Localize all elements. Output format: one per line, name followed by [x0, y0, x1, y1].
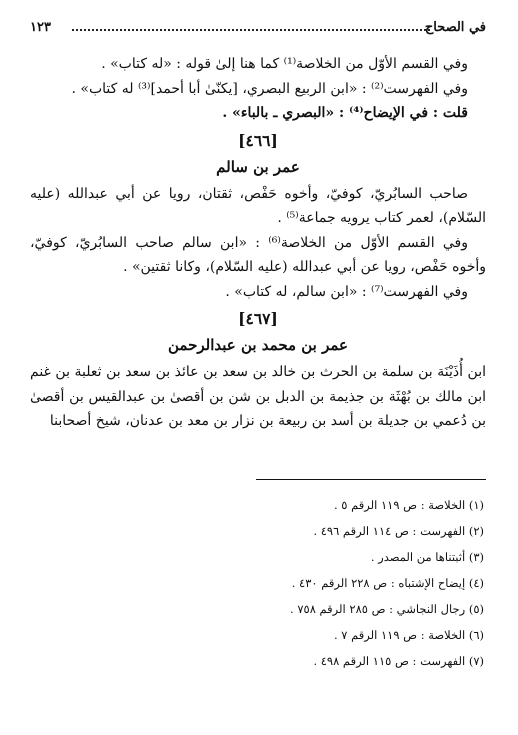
header-dot-leader	[72, 18, 430, 31]
footnote-4: (٤) إيضاح الإشتباه : ص ٢٢٨ الرقم ٤٣٠ .	[291, 576, 484, 590]
footnote-separator	[256, 479, 486, 480]
entry-465-line-1: وفي القسم الأوّل من الخلاصة⁽¹⁾ كما هنا إلىٰ قوله : «له كتاب» .	[101, 56, 468, 72]
footnote-1: (١) الخلاصة : ص ١١٩ الرقم ٥ .	[333, 498, 484, 512]
entry-466-heading: عمر بن سالم	[216, 157, 300, 176]
footnote-5: (٥) رجال النجاشي : ص ٢٨٥ الرقم ٧٥٨ .	[290, 602, 484, 616]
entry-467-number: [٤٦٧]	[238, 309, 278, 328]
entry-465-line-3: قلت : في الإيضاح⁽⁴⁾ : «البصري ـ بالباء» .	[222, 105, 468, 121]
footnote-6: (٦) الخلاصة : ص ١١٩ الرقم ٧ .	[333, 628, 484, 642]
running-header	[30, 18, 486, 40]
footnotes	[30, 492, 486, 674]
entry-467-heading: عمر بن محمد بن عبدالرحمن	[168, 336, 348, 354]
entry-465-line-2: وفي الفهرست⁽²⁾ : «ابن الربيع البصري، [يكنّىٰ أبا أحمد]⁽³⁾ له كتاب» .	[71, 80, 468, 97]
footnote-3: (٣) أثبتناها من المصدر .	[370, 550, 484, 564]
footnote-2: (٢) الفهرست : ص ١١٤ الرقم ٤٩٦ .	[313, 524, 484, 538]
entry-466-paragraph-1: صاحب السابُريّ، كوفيّ، وأخوه حَفْص، ثقتان، رويا عن أبي عبدالله (عليه السّلام)، لعمر كتاب يرويه جماعة⁽⁵⁾ .	[30, 185, 486, 226]
entry-466-paragraph-3: وفي الفهرست⁽⁷⁾ : «ابن سالم، له كتاب» .	[225, 283, 468, 300]
page-number: ١٢٣	[30, 20, 51, 35]
main-text	[30, 52, 486, 434]
entry-467-paragraph-1: ابن أُذَيْنَة بن سلمة بن الحرث بن خالد بن سعد بن عائذ بن سعد بن ثعلبة بن غنم ابن مالك بن بُهْثَة بن جذيمة بن الدبل بن شن بن أقصىٰ بن عبدالقيس بن أقصىٰ بن دُعمي بن جديلة بن أسد بن ربيعة بن نزار بن معد بن عدنان، شيخ أصحابنا	[30, 364, 486, 429]
footnote-7: (٧) الفهرست : ص ١١٥ الرقم ٤٩٨ .	[313, 654, 484, 668]
entry-466-paragraph-2: وفي القسم الأوّل من الخلاصة⁽⁶⁾ : «ابن سالم صاحب السابُريّ، كوفيّ، وأخوه حَفْص، رويا عن أبي عبدالله (عليه السّلام)، وكانا ثقتين» .	[30, 234, 486, 275]
entry-466-number: [٤٦٦]	[238, 130, 278, 150]
header-title: في الصحاح	[424, 20, 486, 35]
